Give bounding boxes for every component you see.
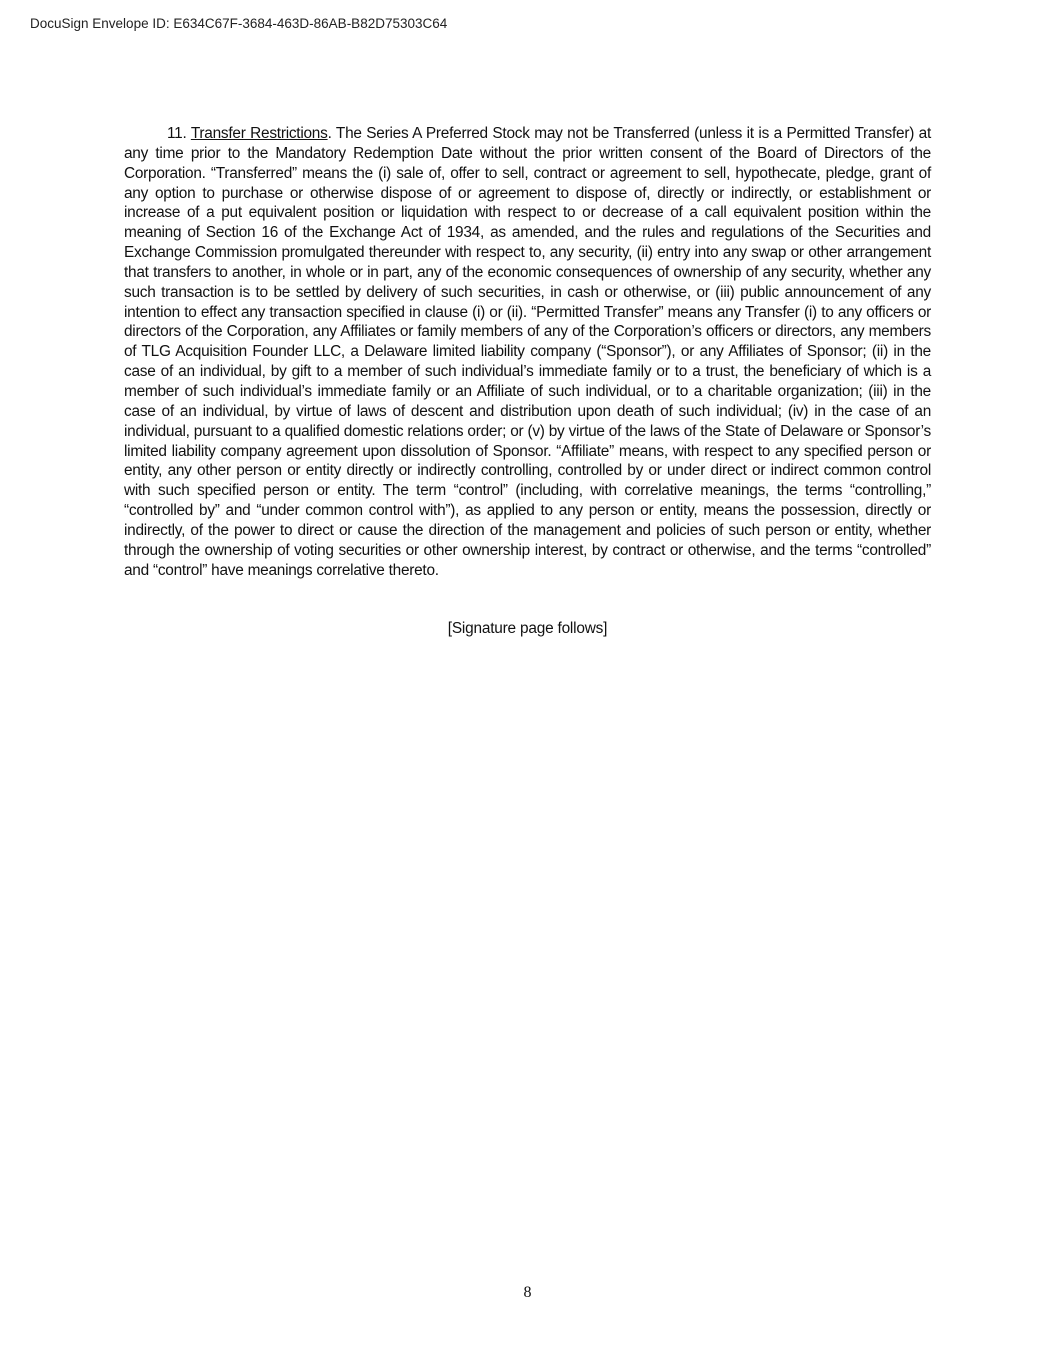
signature-page-note: [Signature page follows] (447, 620, 608, 637)
section-number: 11. (167, 125, 187, 142)
section-heading: Transfer Restrictions (190, 125, 328, 142)
section-body: . The Series A Preferred Stock may not be Transferred (unless it is a Permitted Transfer) at any time prior to the Mandatory Redemption Date without the prior written consent of the Board of Directors of the Corporation. “Transferred” means the (i) sale of, offer to sell, contract or agreement to sell, hypothecate, pledge, grant of any option to purchase or otherwise dispose of or agreement to dispose of, directly or indirectly, or establishment or increase of a put equivalent position or liquidation with respect to or decrease of a call equivalent position within the meaning of Section 16 of the Exchange Act of 1934, as amended, and the rules and regulations of the Securities and Exchange Commission promulgated thereunder with respect to, any security, (ii) entry into any swap or other arrangement that transfers to another, in whole or in part, any of the economic consequences of ownership of any security, whether any such transaction is to be settled by delivery of such securities, in cash or otherwise, or (iii) public announcement of any intention to effect any transaction specified in clause (i) or (ii). “Permitted Transfer” means any Transfer (i) to any officers or directors of the Corporation, any Affiliates or family members of any of the Corporation’s officers or directors, any members of TLG Acquisition Founder LLC, a Delaware limited liability company (“Sponsor”), or any Affiliates of Sponsor; (ii) in the case of an individual, by gift to a member of such individual’s immediate family or to a trust, the beneficiary of which is a member of such individual’s immediate family or an Affiliate of such individual, or to a charitable organization; (iii) in the case of an individual, by virtue of laws of descent and distribution upon death of such individual; (iv) in the case of an individual, pursuant to a qualified domestic relations order; or (v) by virtue of the laws of the State of Delaware or Sponsor’s limited liability company agreement upon dissolution of Sponsor. “Affiliate” means, with respect to any specified person or entity, any other person or entity directly or indirectly controlling, controlled by or under direct or indirect common control with such specified person or entity. The term “control” (including, with correlative meanings, the terms “controlling,” “controlled by” and “under common control with”), as applied to any person or entity, means the possession, directly or indirectly, of the power to direct or cause the direction of the management and policies of such person or entity, whether through the ownership of voting securities or other ownership interest, by contract or otherwise, and the terms “controlled” and “control” have meanings correlative thereto. (124, 125, 932, 579)
section-11-transfer-restrictions (124, 124, 931, 580)
docusign-envelope-id: DocuSign Envelope ID: E634C67F-3684-463D-86AB-B82D75303C64 (30, 16, 448, 31)
page-number: 8 (523, 1284, 532, 1301)
